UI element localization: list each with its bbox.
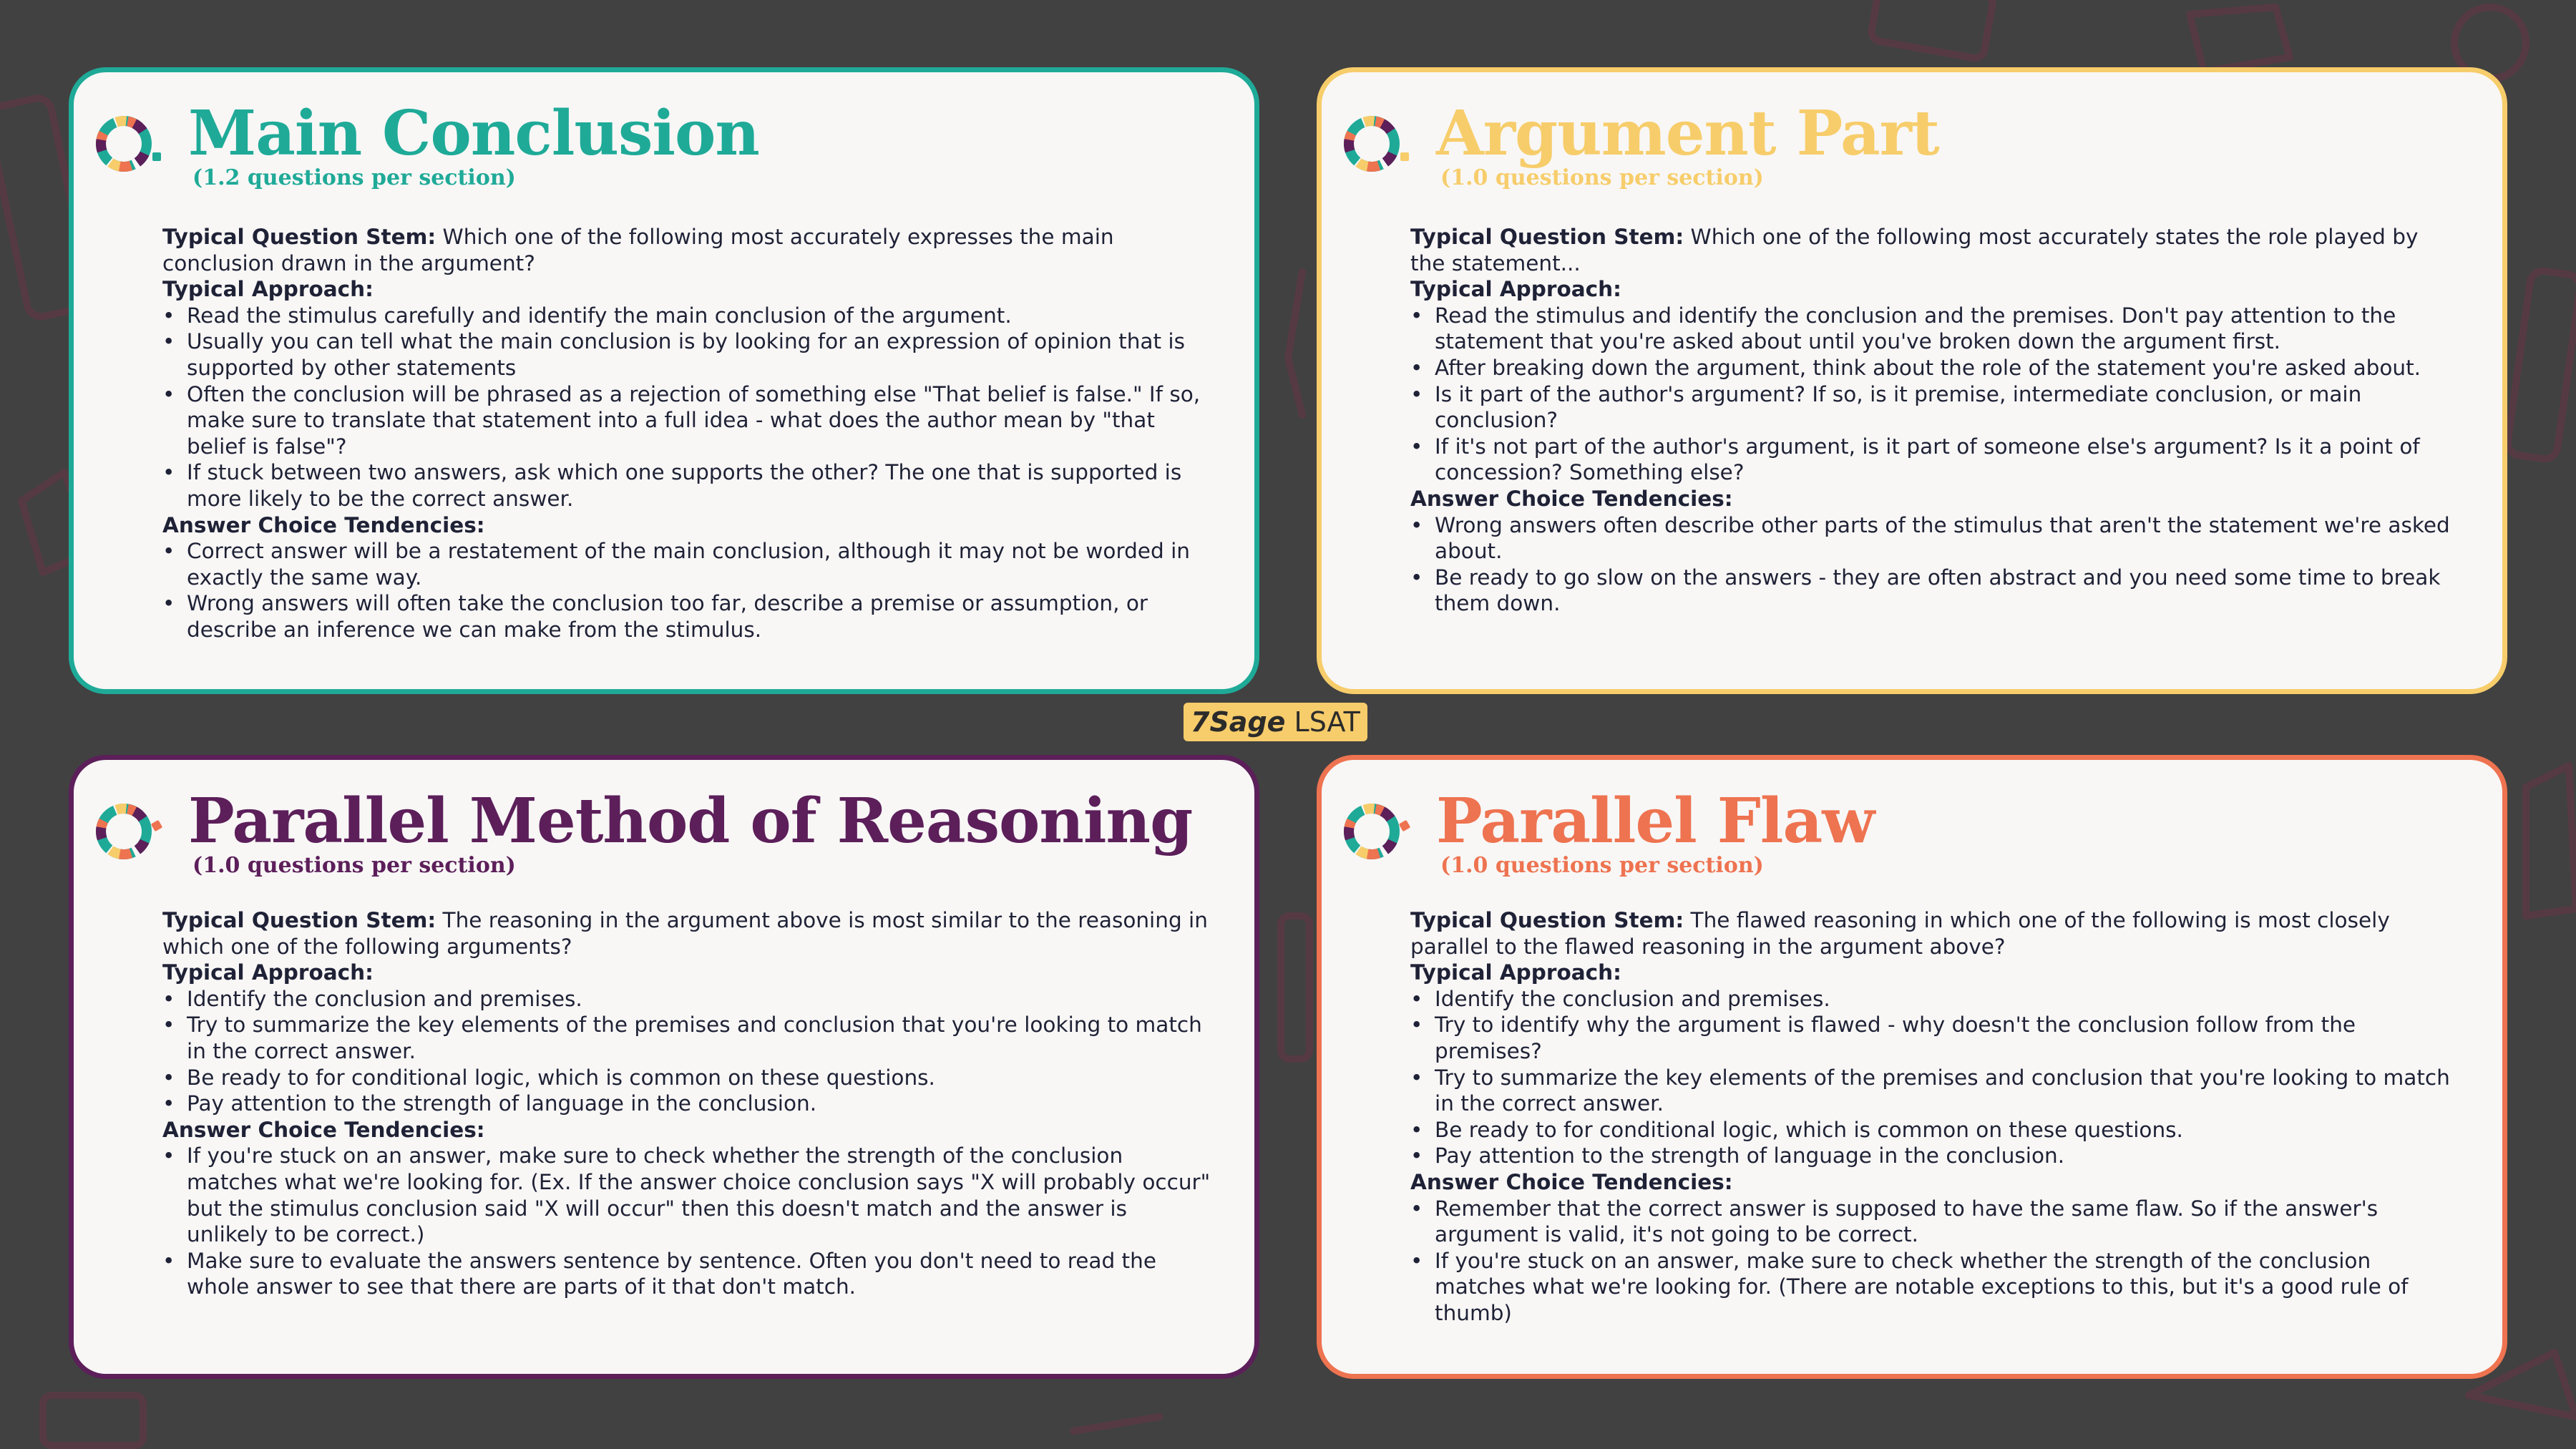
list-item: • Try to summarize the key elements of the premises and conclusion that you're looking to match in the correct answer. [187, 1012, 1211, 1064]
list-item: • If it's not part of the author's argument, is it part of someone else's argument? Is it a point of concession? Something else? [1435, 434, 2459, 486]
approach-list [162, 303, 1211, 512]
card-argument-part [1317, 67, 2507, 694]
question-stem [162, 907, 1211, 960]
card-subtitle: (1.0 questions per section) [1440, 165, 1764, 190]
approach-list [162, 986, 1211, 1117]
tendencies-heading: Answer Choice Tendencies: [162, 1117, 485, 1142]
list-item: • Is it part of the author's argument? If so, is it premise, intermediate conclusion, or main conclusion? [1435, 381, 2459, 434]
approach-heading: Typical Approach: [1410, 960, 1621, 985]
brand-suffix: LSAT [1294, 706, 1360, 738]
card-subtitle: (1.0 questions per section) [1440, 853, 1764, 878]
list-item: • Be ready to go slow on the answers - they are often abstract and you need some time to break them down. [1435, 565, 2459, 617]
tendencies-heading: Answer Choice Tendencies: [1410, 1169, 1733, 1194]
approach-list [1410, 303, 2459, 486]
list-item: • Read the stimulus carefully and identify the main conclusion of the argument. [187, 303, 1211, 329]
card-parallel-method [69, 755, 1259, 1379]
list-item: • If you're stuck on an answer, make sure to check whether the strength of the conclusion matches what we're looking for. (There are notable exceptions to this, but it's a good rule of thumb) [1435, 1248, 2459, 1327]
tendencies-list [162, 538, 1211, 643]
card-subtitle: (1.2 questions per section) [192, 165, 516, 190]
stem-label: Typical Question Stem: [1410, 908, 1684, 932]
approach-heading: Typical Approach: [1410, 277, 1621, 302]
card-parallel-flaw [1317, 755, 2507, 1379]
list-item: • Often the conclusion will be phrased as a rejection of something else "That belief is false." If so, make sure to translate that statement into a full idea - what does the author mean by "that belief is false"? [187, 381, 1211, 460]
stem-text: The flawed reasoning in which one of the following is most closely parallel to the flawed reasoning in the argument above? [1410, 908, 2390, 959]
list-item: • Correct answer will be a restatement of the main conclusion, although it may not be worded in exactly the same way. [187, 538, 1211, 590]
list-item: • Be ready to for conditional logic, which is common on these questions. [187, 1065, 1211, 1091]
stem-text: The reasoning in the argument above is most similar to the reasoning in which one of the following arguments? [162, 908, 1208, 959]
tendencies-heading: Answer Choice Tendencies: [1410, 486, 1733, 511]
card-body [162, 224, 1211, 643]
list-item: • Be ready to for conditional logic, which is common on these questions. [1435, 1117, 2459, 1143]
brand-badge [1184, 703, 1367, 741]
sage-logo-icon [1342, 796, 1413, 867]
list-item: • Try to summarize the key elements of the premises and conclusion that you're looking to match in the correct answer. [1435, 1065, 2459, 1117]
approach-list [1410, 986, 2459, 1169]
list-item: • Make sure to evaluate the answers sentence by sentence. Often you don't need to read the whole answer to see that there are parts of it that don't match. [187, 1248, 1211, 1300]
list-item: • Pay attention to the strength of language in the conclusion. [187, 1091, 1211, 1117]
approach-heading: Typical Approach: [162, 277, 374, 302]
card-subtitle: (1.0 questions per section) [192, 853, 516, 878]
card-main-conclusion [69, 67, 1259, 694]
list-item: • Pay attention to the strength of language in the conclusion. [1435, 1143, 2459, 1169]
list-item: • After breaking down the argument, think about the role of the statement you're asked about. [1435, 355, 2459, 381]
stem-text: Which one of the following most accurately expresses the main conclusion drawn in the argument? [162, 225, 1114, 275]
list-item: • Identify the conclusion and premises. [187, 986, 1211, 1013]
card-title: Main Conclusion [188, 97, 759, 170]
tendencies-list [1410, 1196, 2459, 1327]
list-item: • Wrong answers often describe other parts of the stimulus that aren't the statement we're asked about. [1435, 512, 2459, 565]
card-title: Argument Part [1436, 97, 1939, 170]
approach-heading: Typical Approach: [162, 960, 374, 985]
tendencies-list [162, 1143, 1211, 1300]
card-body [1410, 907, 2459, 1327]
list-item: • If you're stuck on an answer, make sure to check whether the strength of the conclusion matches what we're looking for. (Ex. If the answer choice conclusion says "X will probably occur" but the stimulus conclusion said "X will occur" then this doesn't match and the answer is unlikely to be correct.) [187, 1143, 1211, 1247]
list-item: • Remember that the correct answer is supposed to have the same flaw. So if the answer's argument is valid, it's not going to be correct. [1435, 1196, 2459, 1248]
list-item: • Try to identify why the argument is flawed - why doesn't the conclusion follow from the premises? [1435, 1012, 2459, 1064]
tendencies-list [1410, 512, 2459, 617]
sage-logo-icon [94, 108, 165, 180]
question-stem [162, 224, 1211, 276]
tendencies-heading: Answer Choice Tendencies: [162, 512, 485, 537]
question-stem [1410, 224, 2459, 276]
brand-name: 7Sage [1191, 706, 1286, 738]
stem-label: Typical Question Stem: [1410, 225, 1684, 249]
stem-label: Typical Question Stem: [162, 225, 436, 249]
card-body [1410, 224, 2459, 617]
question-stem [1410, 907, 2459, 960]
stem-text: Which one of the following most accurately states the role played by the statement... [1410, 225, 2419, 275]
list-item: • Read the stimulus and identify the conclusion and the premises. Don't pay attention to the statement that you're asked about until you've broken down the argument first. [1435, 303, 2459, 355]
stem-label: Typical Question Stem: [162, 908, 436, 932]
list-item: • Wrong answers will often take the conclusion too far, describe a premise or assumption, or describe an inference we can make from the stimulus. [187, 590, 1211, 643]
list-item: • Identify the conclusion and premises. [1435, 986, 2459, 1013]
list-item: • Usually you can tell what the main conclusion is by looking for an expression of opinion that is supported by other statements [187, 328, 1211, 381]
card-body [162, 907, 1211, 1300]
sage-logo-icon [1342, 108, 1413, 180]
sage-logo-icon [94, 796, 165, 867]
card-title: Parallel Flaw [1436, 785, 1875, 857]
card-title: Parallel Method of Reasoning [188, 785, 1193, 857]
list-item: • If stuck between two answers, ask which one supports the other? The one that is supported is more likely to be the correct answer. [187, 459, 1211, 512]
